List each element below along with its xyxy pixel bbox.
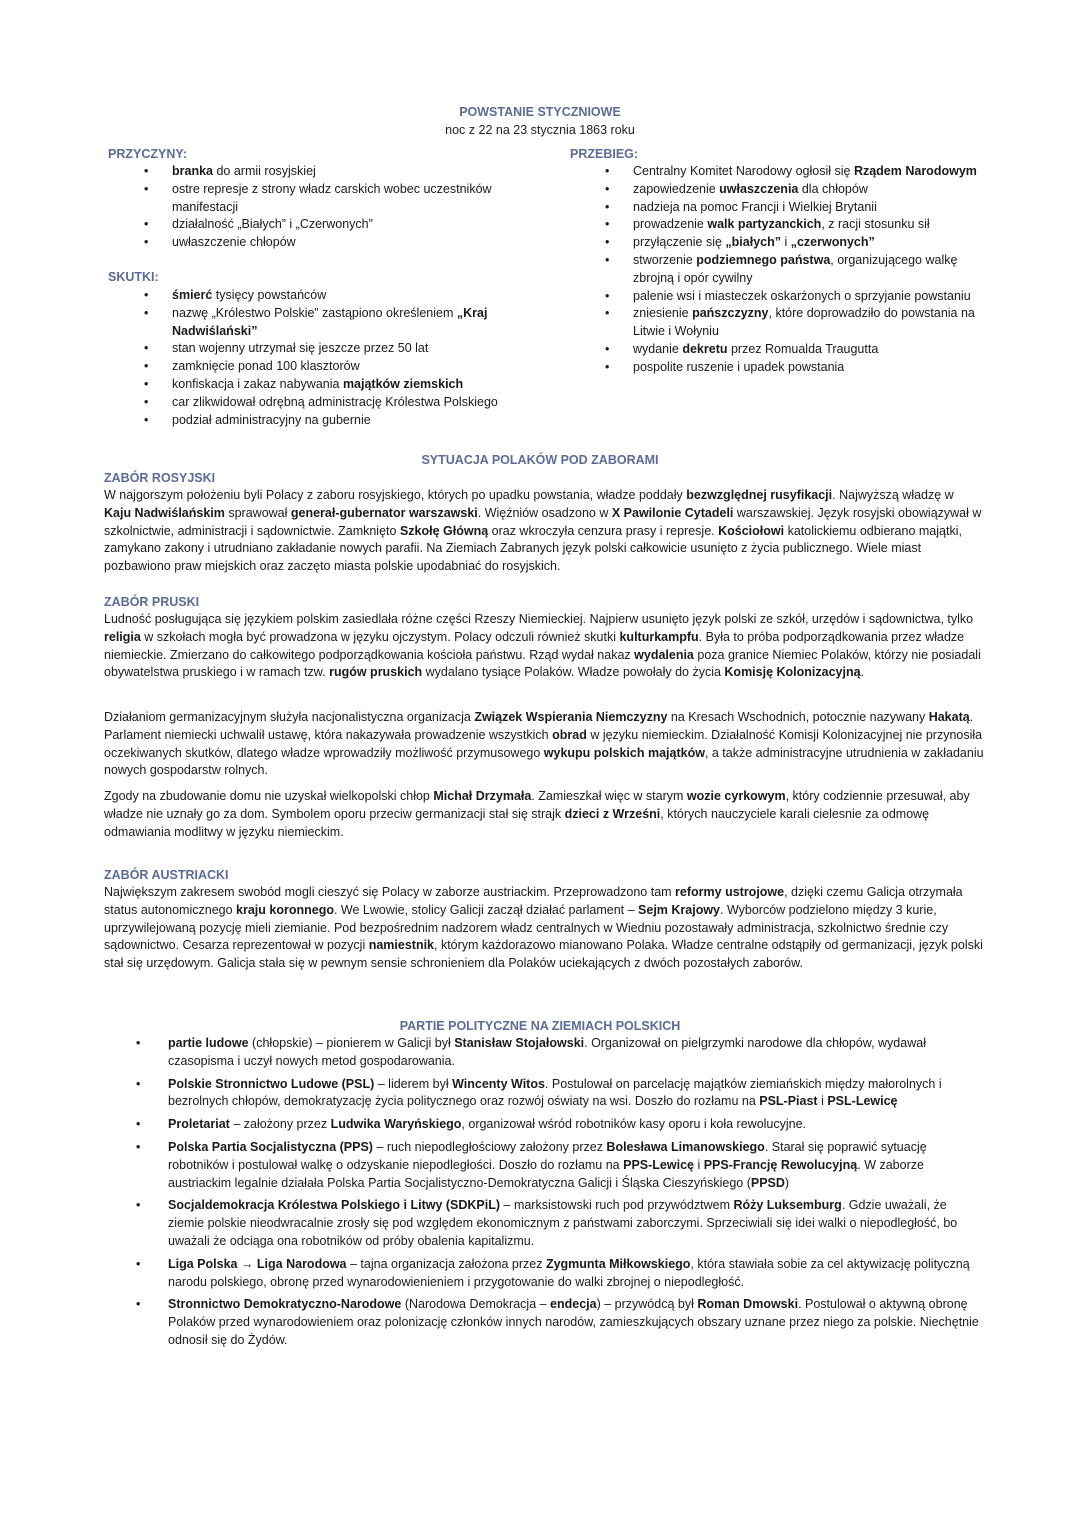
text-run: w języku niemieckim. Działalność Komisji Kolonizacyjnej nie przynosiła oczekiwanych skutków, dlatego władze wprowadziły możliwość przymusowego (104, 727, 983, 760)
bold-term: Szkołę Główną (399, 523, 489, 538)
text-run: . Parlament niemiecki uchwalił ustawę, która nakazywała prowadzenie wszystkich (104, 710, 974, 742)
text-run: stworzenie (633, 252, 697, 267)
zabor-pruski-heading: ZABÓR PRUSKI (104, 595, 200, 609)
text-run: wydanie (633, 341, 683, 356)
skutki-item (142, 376, 532, 394)
zabory-title: SYTUACJA POLAKÓW POD ZABORAMI (421, 453, 659, 467)
zabor-rosyjski-paragraph (104, 487, 984, 576)
przebieg-item (603, 252, 978, 288)
zabor-pruski-paragraph-3 (104, 788, 984, 841)
bold-term: Stanisław Stojałowski (454, 1036, 585, 1050)
bold-term: obrad (552, 727, 587, 742)
przebieg-item (603, 216, 978, 234)
bold-term: majątków ziemskich (342, 376, 464, 391)
text-run: – marksistowski ruch pod przywództwem (500, 1198, 734, 1213)
zabor-austriacki-paragraph (104, 884, 984, 973)
skutki-item (142, 340, 532, 358)
page-title: POWSTANIE STYCZNIOWE (459, 105, 621, 119)
bold-term: Wincenty Witos (452, 1076, 545, 1091)
text-run: Zgody na zbudowanie domu nie uzyskał wielkopolski chłop (104, 789, 434, 803)
bold-term: namiestnik (368, 938, 435, 953)
text-run: katolickiemu odbierano majątki, zamykano zakony i utrudniano zakładanie nowych parafii. Na Ziemiach Zabranych język polski całkowicie usunięto z życia publicznego. Wiele miast pozbawiono praw miejskich oraz zaczęto miasta polskie upodabniać do rosyjskich. (104, 523, 962, 574)
text-run: Działaniom germanizacyjnym służyła nacjonalistyczna organizacja (104, 710, 475, 724)
bold-term: Proletariat (168, 1117, 230, 1132)
zabor-pruski-paragraph-1 (104, 611, 984, 682)
bold-term: dzieci z Wrześni (564, 806, 661, 821)
text-run: nazwę „Królestwo Polskie” zastąpiono określeniem (172, 305, 457, 320)
text-run: – tajna organizacja założona przez (346, 1256, 546, 1271)
text-run: poza granice Niemiec Polaków, którzy nie posiadali obywatelstwa pruskiego i w ramach tzw. (104, 647, 981, 680)
text-run: Ludność posługująca się językiem polskim zasiedlała różne części Rzeszy Niemieckiej. Najpierw usunięto język polski ze szkół, urzędów i sądownictwa, tylko (104, 612, 974, 626)
partie-list (134, 1035, 984, 1355)
zabor-pruski-paragraph-2 (104, 709, 984, 780)
bold-term: kraju koronnego (236, 902, 334, 917)
przebieg-list (603, 163, 978, 377)
skutki-item (142, 358, 532, 376)
bold-term: podziemnego państwa (696, 252, 831, 267)
bold-term: Kaju Nadwiślańskim (104, 505, 225, 520)
text-run: , z racji stosunku sił (821, 217, 930, 232)
text-run: car zlikwidował odrębną administrację Królestwa Polskiego (172, 394, 498, 409)
przebieg-item (603, 199, 978, 217)
text-run: działalność „Białych” i „Czerwonych” (172, 217, 373, 232)
text-run: warszawskiej. Język rosyjski obowiązywał w szkolnictwie, administracji i sądownictwie. Zamknięto (104, 505, 982, 538)
przebieg-item (603, 234, 978, 252)
partia-item (134, 1256, 984, 1292)
text-run: , organizującego walkę zbrojną i opór cywilny (633, 252, 958, 285)
text-run: . Gdzie uważali, że ziemie polskie nieodwracalnie zrosły się pod względem ekonomicznym z państwami zaborczymi. Sprzeciwiali się idei walki o niepodległość, bo uważali że odciąga ona robotników od próby obalenia kapitalizmu. (168, 1198, 958, 1248)
text-run: , którym każdorazowo mianowano Polaka. Władze centralne odstąpiły od germanizacji, język polski stał się urzędowym. Galicja stała się w pewnym sensie schronieniem dla Polaków uciekających z dwóch pozostałych zaborów. (104, 938, 983, 971)
text-run: konfiskacja i zakaz nabywania (172, 376, 343, 391)
skutki-list (142, 287, 532, 429)
zabor-austriacki-heading: ZABÓR AUSTRIACKI (104, 868, 229, 882)
bold-term: PPS-Francję Rewolucyjną (703, 1157, 858, 1172)
skutki-item (142, 394, 532, 412)
bold-term: „czerwonych” (790, 235, 875, 250)
partia-item (134, 1116, 984, 1134)
zabor-rosyjski-heading: ZABÓR ROSYJSKI (104, 471, 216, 485)
text-run: i (817, 1094, 828, 1109)
text-run: – ruch niepodległościowy założony przez (372, 1139, 607, 1154)
przebieg-item (603, 359, 978, 377)
text-run: . Więźniów osadzono w (477, 505, 612, 520)
text-run: . Wyborców podzielono między 3 kurie, uprzywilejowaną pozycję mieli ziemianie. Pod bezpośrednim nadzorem władz centralnych w Wiedniu pozostawały administracja, szkolnictwo średnie czy sądownictwo. Cesarza reprezentował w pozycji (104, 902, 949, 953)
bold-term: wykupu polskich majątków (543, 745, 705, 760)
bold-term: Kościołowi (718, 523, 785, 538)
bold-term: wydalenia (634, 647, 694, 662)
text-run: przez Romualda Traugutta (727, 341, 879, 356)
bold-term: Sejm Krajowy (638, 902, 721, 917)
bold-term: Związek Wspierania Niemczyzny (474, 710, 668, 724)
skutki-item (142, 412, 532, 430)
bold-term: rugów pruskich (329, 665, 423, 680)
bold-term: Rządem Narodowym (853, 164, 977, 178)
bold-term: Socjaldemokracja Królestwa Polskiego i Litwy (SDKPiL) (168, 1198, 501, 1213)
partia-item (134, 1035, 984, 1071)
przyczyny-list (142, 163, 532, 252)
bold-term: wozie cyrkowym (686, 789, 786, 803)
text-run: . Najwyższą władzę w (832, 488, 954, 502)
przebieg-item (603, 181, 978, 199)
przyczyny-heading: PRZYCZYNY: (108, 147, 187, 161)
text-run: stan wojenny utrzymał się jeszcze przez 50 lat (172, 341, 429, 356)
text-run: pospolite ruszenie i upadek powstania (633, 359, 845, 374)
bold-term: religia (104, 629, 141, 644)
bold-term: śmierć (172, 288, 213, 302)
text-run: (Narodowa Demokracja – (401, 1297, 551, 1312)
bold-term: Polska Partia Socjalistyczna (PPS) (168, 1139, 373, 1154)
text-run: , a także administracyjne utrudnienia w zakładaniu nowych gospodarstw rolnych. (104, 745, 984, 778)
bold-term: Roman Dmowski (697, 1297, 799, 1312)
partia-item (134, 1076, 984, 1112)
text-run: nadzieja na pomoc Francji i Wielkiej Brytanii (633, 199, 877, 214)
przebieg-item (603, 305, 978, 341)
text-run: W najgorszym położeniu byli Polacy z zaboru rosyjskiego, których po upadku powstania, władze poddały (104, 488, 687, 502)
bold-term: Michał Drzymała (433, 789, 532, 803)
text-run: , która stawiała sobie za cel aktywizację polityczną narodu polskiego, obronę przed wynarodowienieniem i przygotowanie do walki zbrojnej o niepodległość. (168, 1256, 970, 1289)
skutki-heading: SKUTKI: (108, 270, 159, 284)
text-run: . Zamieszkał więc w starym (531, 789, 687, 803)
bold-term: branka (172, 164, 213, 178)
page-subtitle: noc z 22 na 23 stycznia 1863 roku (445, 123, 635, 137)
bold-term: PPSD (750, 1175, 785, 1190)
przyczyny-item (142, 216, 532, 234)
bold-term: „białych” (725, 235, 781, 250)
text-run: tysięcy powstańców (212, 288, 327, 302)
bold-term: partie ludowe (168, 1036, 249, 1050)
text-run: , który codziennie przesuwał, aby władze nie uznały go za dom. Symbolem oporu przeciw germanizacji stał się strajk (104, 789, 970, 821)
text-run: . W zaborze austriackim legalnie działała Polska Partia Socjalistyczno-Demokratyczna Galicji i Śląska Cieszyńskiego ( (168, 1157, 924, 1190)
text-run: ) (784, 1175, 790, 1190)
text-run: . (860, 665, 865, 680)
bold-term: generał-gubernator warszawski (290, 505, 478, 520)
skutki-item (142, 305, 532, 341)
bold-term: Zygmunta Miłkowskiego (545, 1256, 691, 1271)
bold-term: Róży Luksemburg (733, 1198, 842, 1213)
partia-item (134, 1197, 984, 1250)
text-run: zapowiedzenie (633, 181, 720, 196)
text-run: Centralny Komitet Narodowy ogłosił się (633, 164, 854, 178)
przebieg-item (603, 163, 978, 181)
bold-term: Liga Polska → Liga Narodowa (168, 1256, 347, 1271)
bold-term: Komisję Kolonizacyjną (724, 665, 861, 680)
text-run: . Była to próba podporządkowania przez władze niemieckie. Zmierzano do całkowitego podporządkowania kościoła państwu. Rząd wydał nakaz (104, 629, 965, 662)
text-run: Największym zakresem swobód mogli cieszyć się Polacy w zaborze austriackim. Przeprowadzono tam (104, 885, 676, 899)
bold-term: pańszczyzny (692, 306, 769, 321)
przebieg-heading: PRZEBIEG: (570, 147, 639, 161)
text-run: zamknięcie ponad 100 klasztorów (172, 359, 360, 374)
text-run: , których nauczyciele karali cielesnie za odmowę odmawiania modlitwy w języku niemieckim. (104, 806, 930, 839)
bold-term: PSL-Lewicę (827, 1094, 898, 1109)
bold-term: „Kraj Nadwiślański” (172, 305, 488, 338)
text-run: do armii rosyjskiej (213, 164, 316, 178)
text-run: – założony przez (229, 1117, 331, 1132)
text-run: , dzięki czemu Galicja otrzymała status autonomicznego (104, 885, 963, 917)
text-run: i (693, 1157, 704, 1172)
text-run: wydalano tysiące Polaków. Władze powołały do życia (422, 665, 725, 680)
przyczyny-item (142, 181, 532, 217)
text-run: sprawował (224, 505, 291, 520)
text-run: ostre represje z strony władz carskich wobec uczestników manifestacji (172, 181, 492, 214)
text-run: . Postulował on parcelację majątków ziemiańskich między małorolnych i bezrolnych chłopów, demokratyzację życia politycznego oraz rozwój oświaty na wsi. Doszło do rozłamu na (168, 1076, 942, 1109)
bold-term: X Pawilonie Cytadeli (611, 505, 734, 520)
bold-term: bezwzględnej rusyfikacji (686, 488, 833, 502)
text-run: dla chłopów (798, 181, 868, 196)
partia-item (134, 1139, 984, 1192)
przebieg-item (603, 341, 978, 359)
text-run: oraz wkroczyła cenzura prasy i represje. (488, 523, 719, 538)
text-run: palenie wsi i miasteczek oskarżonych o sprzyjanie powstaniu (633, 288, 971, 303)
bold-term: Bolesława Limanowskiego (606, 1139, 765, 1154)
bold-term: reformy ustrojowe (675, 885, 785, 899)
text-run: uwłaszczenie chłopów (172, 235, 296, 250)
text-run: podział administracyjny na gubernie (172, 412, 371, 427)
przyczyny-item (142, 234, 532, 252)
bold-term: Stronnictwo Demokratyczno-Narodowe (168, 1297, 402, 1312)
text-run: . Organizował on pielgrzymki narodowe dla chłopów, wydawał czasopisma i uczył nowych metod gospodarowania. (168, 1036, 926, 1068)
text-run: – liderem był (374, 1076, 453, 1091)
text-run: na Kresach Wschodnich, potocznie nazywany (667, 710, 929, 724)
bold-term: walk partyzanckich (707, 217, 822, 232)
partia-item (134, 1296, 984, 1349)
przyczyny-item (142, 163, 532, 181)
bold-term: kulturkampfu (619, 629, 699, 644)
bold-term: Ludwika Waryńskiego (330, 1117, 462, 1132)
text-run: , które doprowadziło do powstania na Litwie i Wołyniu (633, 306, 975, 339)
text-run: i (780, 235, 791, 250)
text-run: ) – przywódcą był (596, 1297, 698, 1312)
bold-term: endecja (550, 1297, 597, 1312)
skutki-item (142, 287, 532, 305)
bold-term: uwłaszczenia (719, 181, 799, 196)
text-run: prowadzenie (633, 217, 708, 232)
text-run: . Postulował o aktywną obronę Polaków przed wynarodowieniem oraz polonizację członków innych narodów, zamieszkujących obszary uznane przez niego za polskie. Niechętnie odnosił się do Żydów. (168, 1297, 979, 1347)
przebieg-item (603, 288, 978, 306)
bold-term: Polskie Stronnictwo Ludowe (PSL) (168, 1076, 375, 1091)
text-run: w szkołach mogła być prowadzona w języku ojczystym. Polacy odczuli również skutki (140, 629, 620, 644)
bold-term: dekretu (682, 341, 728, 356)
text-run: . Starał się poprawić sytuację robotników i postulował walkę o odzyskanie niepodległości. Doszło do rozłamu na (168, 1139, 927, 1172)
bold-term: Hakatą (928, 710, 970, 724)
text-run: przyłączenie się (633, 235, 726, 250)
text-run: , organizował wśród robotników kasy oporu i koła rewolucyjne. (461, 1117, 807, 1132)
text-run: . We Lwowie, stolicy Galicji zaczął działać parlament – (333, 902, 639, 917)
bold-term: PSL-Piast (759, 1094, 818, 1109)
text-run: (chłopskie) – pionierem w Galicji był (248, 1036, 455, 1050)
partie-title: PARTIE POLITYCZNE NA ZIEMIACH POLSKICH (399, 1019, 681, 1033)
bold-term: PPS-Lewicę (623, 1157, 694, 1172)
text-run: zniesienie (633, 306, 693, 321)
